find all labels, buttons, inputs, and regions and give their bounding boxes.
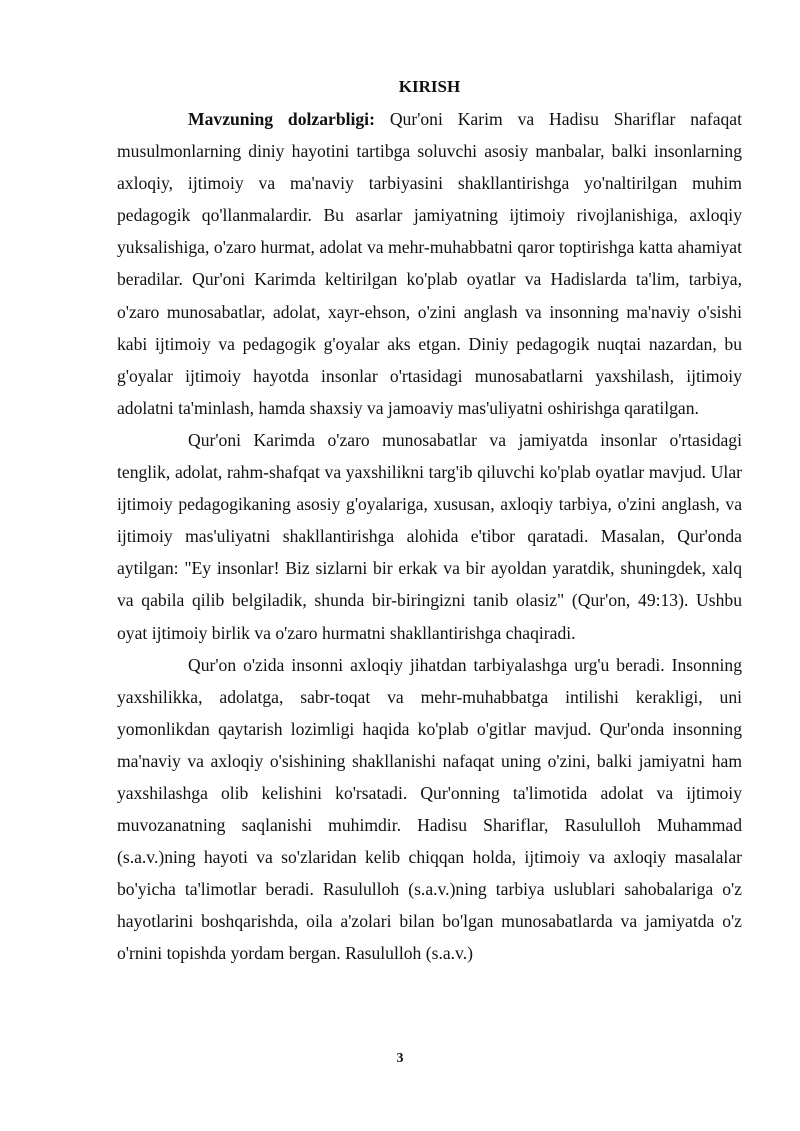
paragraph-relevance bbox=[117, 103, 742, 424]
paragraph-moral-education: Qur'on o'zida insonni axloqiy jihatdan tarbiyalashga urg'u beradi. Insonning yaxshilikka, adolatga, sabr-toqat va mehr-muhabbatga intilishi kerakligi, uni yomonlikdan qaytarish lozimligi haqida ko'plab o'gitlar mavjud. Qur'onda insonning ma'naviy va axloqiy o'sishining shakllanishi nafaqat uning o'zini, balki jamiyatni ham yaxshilashga olib kelishini ko'rsatadi. Qur'onning ta'limotida adolat va ijtimoiy muvozanatning saqlanishi muhimdir. Hadisu Shariflar, Rasululloh Muhammad (s.a.v.)ning hayoti va so'zlaridan kelib chiqqan holda, ijtimoiy va axloqiy masalalar bo'yicha ta'limotlar beradi. Rasululloh (s.a.v.)ning tarbiya uslublari sahobalariga o'z hayotlarini boshqarishda, oila a'zolari bilan bo'lgan munosabatlarda va jamiyatda o'z o'rnini topishda yordam bergan. Rasululloh (s.a.v.) bbox=[117, 654, 742, 964]
page-content bbox=[117, 72, 742, 970]
section-title: KIRISH bbox=[398, 77, 461, 96]
paragraph-quran-relations: Qur'oni Karimda o'zaro munosabatlar va jamiyatda insonlar o'rtasidagi tenglik, adolat, rahm-shafqat va yaxshilikni targ'ib qiluvchi ko'plab oyatlar mavjud. Ular ijtimoiy pedagogikaning asosiy g'oyalariga, xususan, axloqiy tarbiya, o'zini anglash, va ijtimoiy mas'uliyatni shakllantirishga alohida e'tibor qaratadi. Masalan, Qur'onda aytilgan: "Ey insonlar! Biz sizlarni bir erkak va bir ayoldan yaratdik, shuningdek, xalq va qabila qilib belgiladik, shunda bir-biringizni tanib olasiz" (Qur'on, 49:13). Ushbu oyat ijtimoiy birlik va o'zaro hurmatni shakllantirishga chaqiradi. bbox=[117, 429, 742, 643]
paragraph-relevance-text: Qur'oni Karim va Hadisu Shariflar nafaqat musulmonlarning diniy hayotini tartibga soluvchi asosiy manbalar, balki insonlarning axloqiy, ijtimoiy va ma'naviy tarbiyasini shakllantirishga yo'naltirilgan muhim pedagogik qo'llanmalardir. Bu asarlar jamiyatning ijtimoiy rivojlanishiga, axloqiy yuksalishiga, o'zaro hurmat, adolat va mehr-muhabbatni qaror toptirishga katta ahamiyat beradilar. Qur'oni Karimda keltirilgan ko'plab oyatlar va Hadislarda ta'lim, tarbiya, o'zaro munosabatlar, adolat, xayr-ehson, o'zini anglash va insonning ma'naviy o'sishi kabi ijtimoiy va pedagogik g'oyalar aks etgan. Diniy pedagogik nuqtai nazardan, bu g'oyalar ijtimoiy hayotda insonlar o'rtasidagi munosabatlarni yaxshilash, ijtimoiy adolatni ta'minlash, hamda shaxsiy va jamoaviy mas'uliyatni oshirishga qaratilgan. bbox=[117, 109, 743, 418]
page-number: 3 bbox=[396, 1051, 404, 1066]
paragraph-lead: Mavzuning dolzarbligi: bbox=[188, 109, 375, 129]
